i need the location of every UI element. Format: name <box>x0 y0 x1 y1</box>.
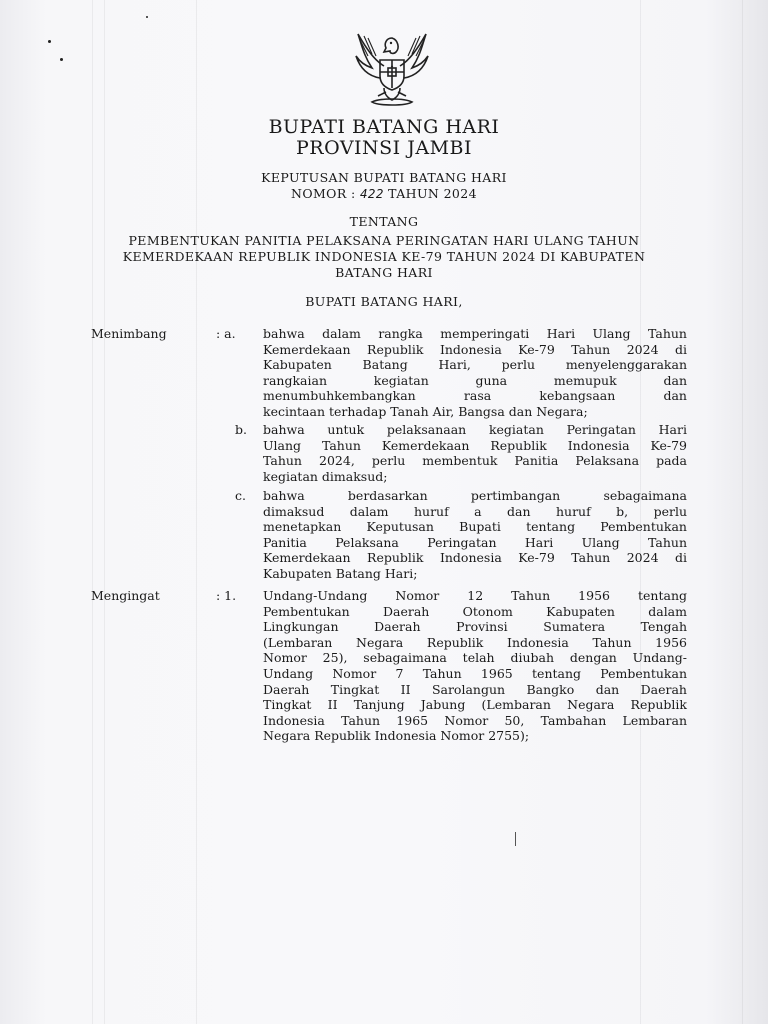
decree-number-suffix: TAHUN 2024 <box>388 186 477 201</box>
paragraph-line: menetapkan Keputusan Bupati tentang Pembentukan <box>263 519 687 535</box>
subject-line: BATANG HARI <box>335 265 433 280</box>
paragraph-line: Lingkungan Daerah Provinsi Sumatera Tengah <box>263 619 687 635</box>
garuda-emblem-icon <box>344 26 440 110</box>
paragraph-line: Tahun 2024, perlu membentuk Panitia Pelaksana pada <box>263 453 687 469</box>
header-title: BUPATI BATANG HARI <box>268 116 500 138</box>
decree-number-line <box>0 186 768 202</box>
issuer-heading: BUPATI BATANG HARI, <box>305 294 463 309</box>
menimbang-item-b <box>263 422 687 484</box>
decree-title: KEPUTUSAN BUPATI BATANG HARI <box>261 170 507 185</box>
scan-speck <box>48 40 51 43</box>
paragraph-line: Undang-Undang Nomor 12 Tahun 1956 tentang <box>263 588 687 603</box>
item-marker: : a. <box>216 326 236 341</box>
scan-speck <box>60 58 63 61</box>
menimbang-item-c <box>263 488 687 582</box>
paragraph-line: Kemerdekaan Republik Indonesia Ke-79 Tahun 2024 di <box>263 550 687 566</box>
paragraph-line: Indonesia Tahun 1965 Nomor 50, Tambahan Lembaran <box>263 712 687 728</box>
paragraph-line: kecintaan terhadap Tanah Air, Bangsa dan Negara; <box>263 403 588 419</box>
paragraph-line: Nomor 25), sebagaimana telah diubah dengan Undang- <box>263 650 687 666</box>
paragraph-line: bahwa dalam rangka memperingati Hari Ulang Tahun <box>263 326 687 341</box>
paragraph-line: kegiatan dimaksud; <box>263 468 388 484</box>
menimbang-label: Menimbang <box>91 326 167 341</box>
paragraph-line: rangkaian kegiatan guna memupuk dan <box>263 372 687 388</box>
paragraph-line: bahwa untuk pelaksanaan kegiatan Peringatan Hari <box>263 422 687 437</box>
paragraph-line: bahwa berdasarkan pertimbangan sebagaimana <box>263 488 687 503</box>
menimbang-item-a <box>263 326 687 420</box>
about-heading: TENTANG <box>349 214 419 229</box>
paragraph-line: menumbuhkembangkan rasa kebangsaan dan <box>263 388 687 404</box>
subject-line: PEMBENTUKAN PANITIA PELAKSANA PERINGATAN HARI ULANG TAHUN <box>128 233 640 248</box>
decree-number: 422 <box>360 186 384 201</box>
paragraph-line: Ulang Tahun Kemerdekaan Republik Indonesia Ke-79 <box>263 437 687 453</box>
paragraph-line: Undang Nomor 7 Tahun 1965 tentang Pembentukan <box>263 665 687 681</box>
paragraph-line: Kabupaten Batang Hari, perlu menyelenggarakan <box>263 357 687 373</box>
item-marker: : 1. <box>216 588 237 603</box>
paragraph-line: Pembentukan Daerah Otonom Kabupaten dalam <box>263 603 687 619</box>
paragraph-line: Tingkat II Tanjung Jabung (Lembaran Negara Republik <box>263 697 687 713</box>
paragraph-line: Kemerdekaan Republik Indonesia Ke-79 Tahun 2024 di <box>263 341 687 357</box>
subject-line: KEMERDEKAAN REPUBLIK INDONESIA KE-79 TAHUN 2024 DI KABUPATEN <box>122 249 646 264</box>
paragraph-line: Daerah Tingkat II Sarolangun Bangko dan Daerah <box>263 681 687 697</box>
paragraph-line: (Lembaran Negara Republik Indonesia Tahun 1956 <box>263 634 687 650</box>
paragraph-line: dimaksud dalam huruf a dan huruf b, perlu <box>263 503 687 519</box>
scan-mark <box>515 832 516 846</box>
paragraph-line: Kabupaten Batang Hari; <box>263 565 418 581</box>
mengingat-label: Mengingat <box>91 588 160 603</box>
paragraph-line: Negara Republik Indonesia Nomor 2755); <box>263 728 530 744</box>
scan-speck <box>146 16 148 18</box>
mengingat-item-1 <box>263 588 687 744</box>
header-province: PROVINSI JAMBI <box>295 137 472 159</box>
item-marker: c. <box>235 488 246 503</box>
paragraph-line: Panitia Pelaksana Peringatan Hari Ulang Tahun <box>263 534 687 550</box>
decree-number-prefix: NOMOR : <box>290 186 356 201</box>
item-marker: b. <box>235 422 247 437</box>
